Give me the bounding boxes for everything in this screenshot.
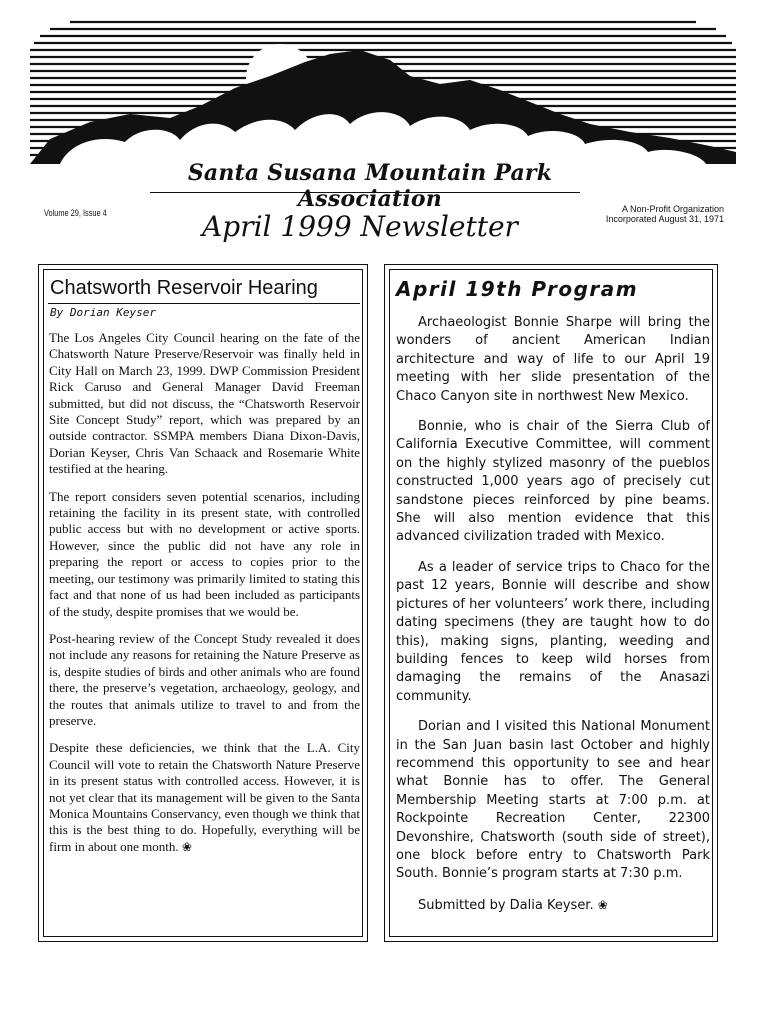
paragraph: The Los Angeles City Council hearing on the fate of the Chatsworth Nature Preserve/Reservoir was finally held in City Hall on March 23, 1999. DWP Commission President Rick Caruso and General Manager David Freeman submitted, but did not discuss, the “Chatsworth Reservoir Site Concept Study” report, which was prepared by an outside contractor. SSMPA members Diana Dixon-Davis, Dorian Keyser, Chris Van Schaack and Rosemarie White testified at the hearing. <box>49 330 360 477</box>
paragraph: Archaeologist Bonnie Sharpe will bring the wonders of ancient American Indian architecture and way of life to our April 19 meeting with her slide presentation of the Chaco Canyon site in northwest New Mexico. <box>396 315 710 404</box>
paragraph: The report considers seven potential scenarios, including retaining the facility in its present state, with controlled public access but with no development or active sports. However, since the public did not have any role in preparing the report or access to copies prior to the meeting, our testimony was primarily limited to stating this fact and that none of us had been included as participants of the study, despite promises that we would be. <box>49 488 360 619</box>
nonprofit-info <box>606 204 724 224</box>
masthead-logo <box>30 14 736 174</box>
right-article-body <box>396 314 710 927</box>
signature: Submitted by Dalia Keyser. <box>418 897 594 913</box>
paragraph-text: Despite these deficiencies, we think that the L.A. City Council will vote to retain the Chatsworth Nature Preserve in its present status with controlled access. However, it is not yet clear that its management will be given to the Santa Monica Mountains Conservancy, even though we think that this is the best thing to do. Hopefully, everything will be firm in about one month. <box>49 740 360 854</box>
flower-icon: ❀ <box>597 897 608 912</box>
paragraph: As a leader of service trips to Chaco for the past 12 years, Bonnie will describe and show pictures of her volunteers’ work there, including dating specimens (they are taught how to do this), making signs, planting, weeding and building fences to keep wild horses from damaging the remains of the Anasazi community. <box>396 559 710 704</box>
paragraph <box>49 740 360 855</box>
left-article-title: Chatsworth Reservoir Hearing <box>50 277 318 299</box>
left-article-body <box>49 330 360 866</box>
nonprofit-line: A Non-Profit Organization <box>621 204 724 214</box>
paragraph: Post-hearing review of the Concept Study revealed it does not include any reasons for retaining the Nature Preserve as is, despite studies of birds and other animals who are found there, the preserve’s vegetation, archaeology, geology, and the routes that animals utilize to travel to and from the preserve. <box>49 630 360 728</box>
newsletter-title: April 1999 Newsletter <box>202 210 518 243</box>
paragraph: Bonnie, who is chair of the Sierra Club of California Executive Committee, will comment on the highly stylized masonry of the pueblos constructed 1,000 years ago of precisely cut sandstone pieces reinforced by pine beams. She will also mention evidence that this advanced civilization traded with Mexico. <box>396 419 710 545</box>
volume-issue: Volume 29, Issue 4 <box>44 208 107 218</box>
organization-name: Santa Susana Mountain Park Association <box>187 160 553 212</box>
title-divider <box>48 303 360 304</box>
signature-line <box>396 896 710 915</box>
paragraph: Dorian and I visited this National Monument in the San Juan basin last October and highly recommend this opportunity to see and hear what Bonnie has to offer. The General Membership Meeting starts at 7:00 p.m. at Rockpointe Recreation Center, 22300 Devonshire, Chatsworth (south side of street), one block before entry to Chatsworth Park South. Bonnie’s program starts at 7:30 p.m. <box>396 719 710 882</box>
incorporation-line: Incorporated August 31, 1971 <box>605 214 724 224</box>
left-article-byline: By Dorian Keyser <box>50 306 156 319</box>
flower-icon: ❀ <box>181 839 192 854</box>
right-article-title: April 19th Program <box>396 277 639 301</box>
masthead-rule <box>150 192 580 193</box>
